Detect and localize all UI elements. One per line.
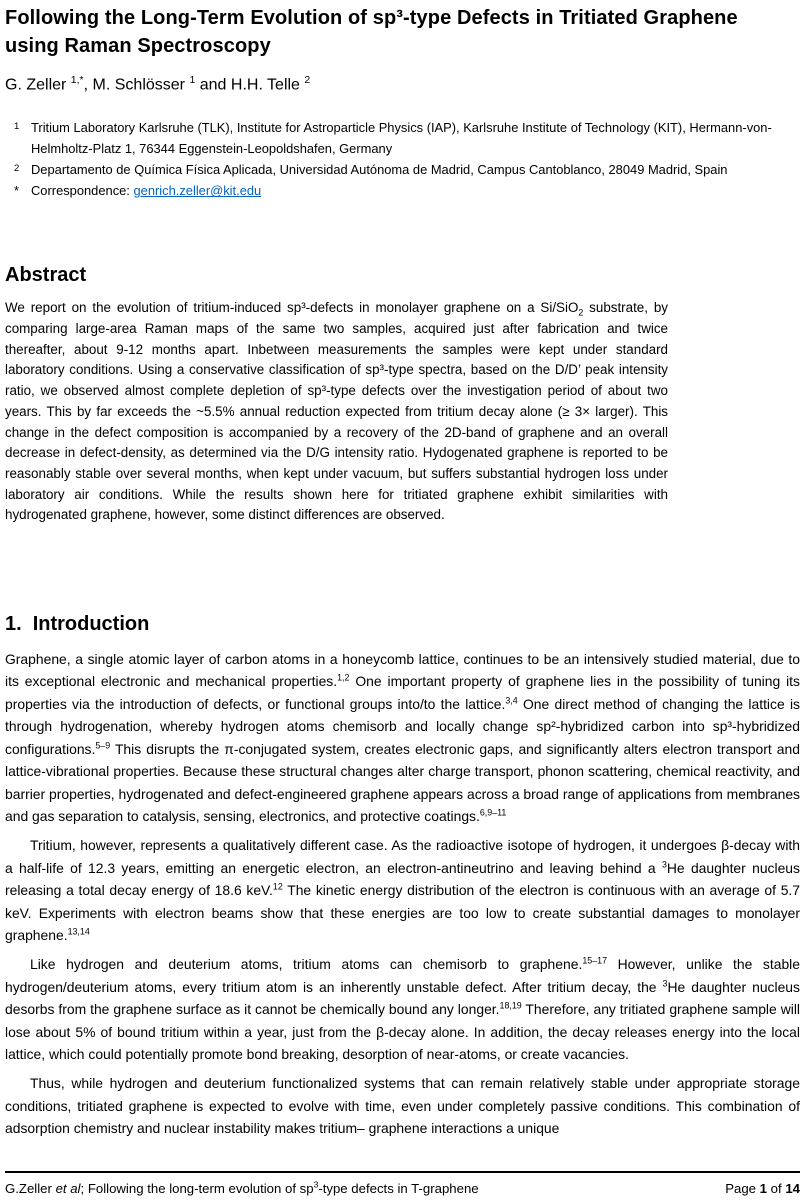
abstract-heading: Abstract xyxy=(5,264,87,287)
correspondence-label: Correspondence: xyxy=(31,183,134,199)
affiliation-list xyxy=(5,117,800,201)
affiliation-text: Tritium Laboratory Karlsruhe (TLK), Institute for Astroparticle Physics (IAP), Karlsruhe Institute of Technology (KIT), Hermann-von-Helmholtz-Platz 1, 76344 Eggenstein-Leopoldshafen, Germany xyxy=(31,120,772,157)
introduction-body xyxy=(5,648,800,1140)
intro-paragraph-2: Tritium, however, represents a qualitatively different case. As the radioactive isotope of hydrogen, it undergoes β-decay with a half-life of 12.3 years, emitting an energetic electron, an electron-antineutrino and leaving behind a $^3$He daughter nucleus releasing a total decay energy of 18.6 keV.$^{12}$ The kinetic energy distribution of the electron is continuous with an average of 5.7 keV. Experiments with electron beams show that these energies are too low to create substantial damages to monolayer graphene.$^{13,14}$ xyxy=(5,837,800,943)
footer-page-number: Page 1 of 14 xyxy=(725,1181,800,1196)
section-number: 1. xyxy=(5,613,22,636)
page-title: Following the Long-Term Evolution of sp³-type Defects in Tritiated Graphene using Raman Spectroscopy xyxy=(5,7,738,57)
correspondence-text xyxy=(31,180,800,201)
affiliation-marker: 2 xyxy=(14,163,20,175)
section-title: Introduction xyxy=(32,613,150,636)
introduction-heading xyxy=(5,610,800,638)
correspondence-row xyxy=(5,180,800,201)
page-footer xyxy=(5,1171,800,1197)
affiliation-text: Departamento de Química Física Aplicada, Universidad Autónoma de Madrid, Campus Cantoblanco, 28049 Madrid, Spain xyxy=(31,162,728,178)
affiliation-row-2 xyxy=(5,159,800,180)
correspondence-marker: * xyxy=(14,183,20,199)
authors-line: G. Zeller $^{1,*}$, M. Schlösser $^1$ and H.H. Telle $^2$ xyxy=(5,74,311,94)
intro-paragraph-1: Graphene, a single atomic layer of carbon atoms in a honeycomb lattice, continues to be an intensively studied material, due to its exceptional electronic and mechanical properties.$^{1,2}$ One important property of graphene lies in the possibility of tuning its properties via the introduction of defects, or functional groups into/to the lattice.$^{3,4}$ One direct method of changing the lattice is through hydrogenation, whereby hydrogen atoms chemisorb and locally change sp²-hybridized carbon into sp³-hybridized configurations.$^{5-9}$ This disrupts the π-conjugated system, creates electronic gaps, and significantly alters electron transport and lattice-vibrational properties. Because these structural changes alter charge transport, phonon scattering, chemical reactivity, and barrier properties, hydrogenated and defect-engineered graphene appears across a broad range of applications from membranes and gas separation to catalysis, sensing, electronics, and protective coatings.$^{6,9-11}$ xyxy=(5,651,800,824)
affiliation-row-1 xyxy=(5,117,800,159)
intro-paragraph-4: Thus, while hydrogen and deuterium functionalized systems that can remain relatively stable under appropriate storage conditions, tritiated graphene is expected to evolve with time, even under completely passive conditions. This combination of adsorption chemistry and nuclear instability makes tritium– graphene interactions a unique xyxy=(5,1075,800,1137)
affiliation-marker: 1 xyxy=(14,121,20,133)
footer-citation: G.Zeller et al; Following the long-term evolution of $sp^3$-type defects in T-graphene xyxy=(5,1179,479,1196)
abstract-text: We report on the evolution of tritium-induced sp³-defects in monolayer graphene on a Si/SiO$_2$ substrate, by comparing large-area Raman maps of the same two samples, acquired just after fabrication and twice thereafter, about 9-12 months apart. Inbetween measurements the samples were kept under standard laboratory conditions. Using a conservative classification of sp³-type spectra, based on the D/D’ peak intensity ratio, we observed almost complete depletion of sp³-type defects over the investigation period of about two years. This by far exceeds the ~5.5% annual reduction expected from tritium decay alone (≥ 3× larger). This change in the defect composition is accompanied by a recovery of the 2D-band of graphene and an overall decrease in defect-density, as determined via the D/G intensity ratio. Hydogenated graphene is reported to be reasonably stable over several months, when kept under vacuum, but suffers substantial hydrogen loss under laboratory air conditions. While the results shown here for tritiated graphene exhibit similarities with hydrogenated graphene, however, some distinct differences are observed. xyxy=(5,300,668,523)
intro-paragraph-3: Like hydrogen and deuterium atoms, tritium atoms can chemisorb to graphene.$^{15-17}$ However, unlike the stable hydrogen/deuterium atoms, every tritium atom is an inherently unstable defect. After tritium decay, the $^3$He daughter nucleus desorbs from the graphene surface as it cannot be chemically bound any longer.$^{18,19}$ Therefore, any tritiated graphene sample will lose about 5% of bound tritium within a year, just from the β-decay alone. In addition, the decay releases energy into the local lattice, which could potentially promote bond breaking, desorption of near-atoms, or create vacancies. xyxy=(5,955,800,1062)
email-link[interactable]: genrich.zeller@kit.edu xyxy=(133,183,262,199)
